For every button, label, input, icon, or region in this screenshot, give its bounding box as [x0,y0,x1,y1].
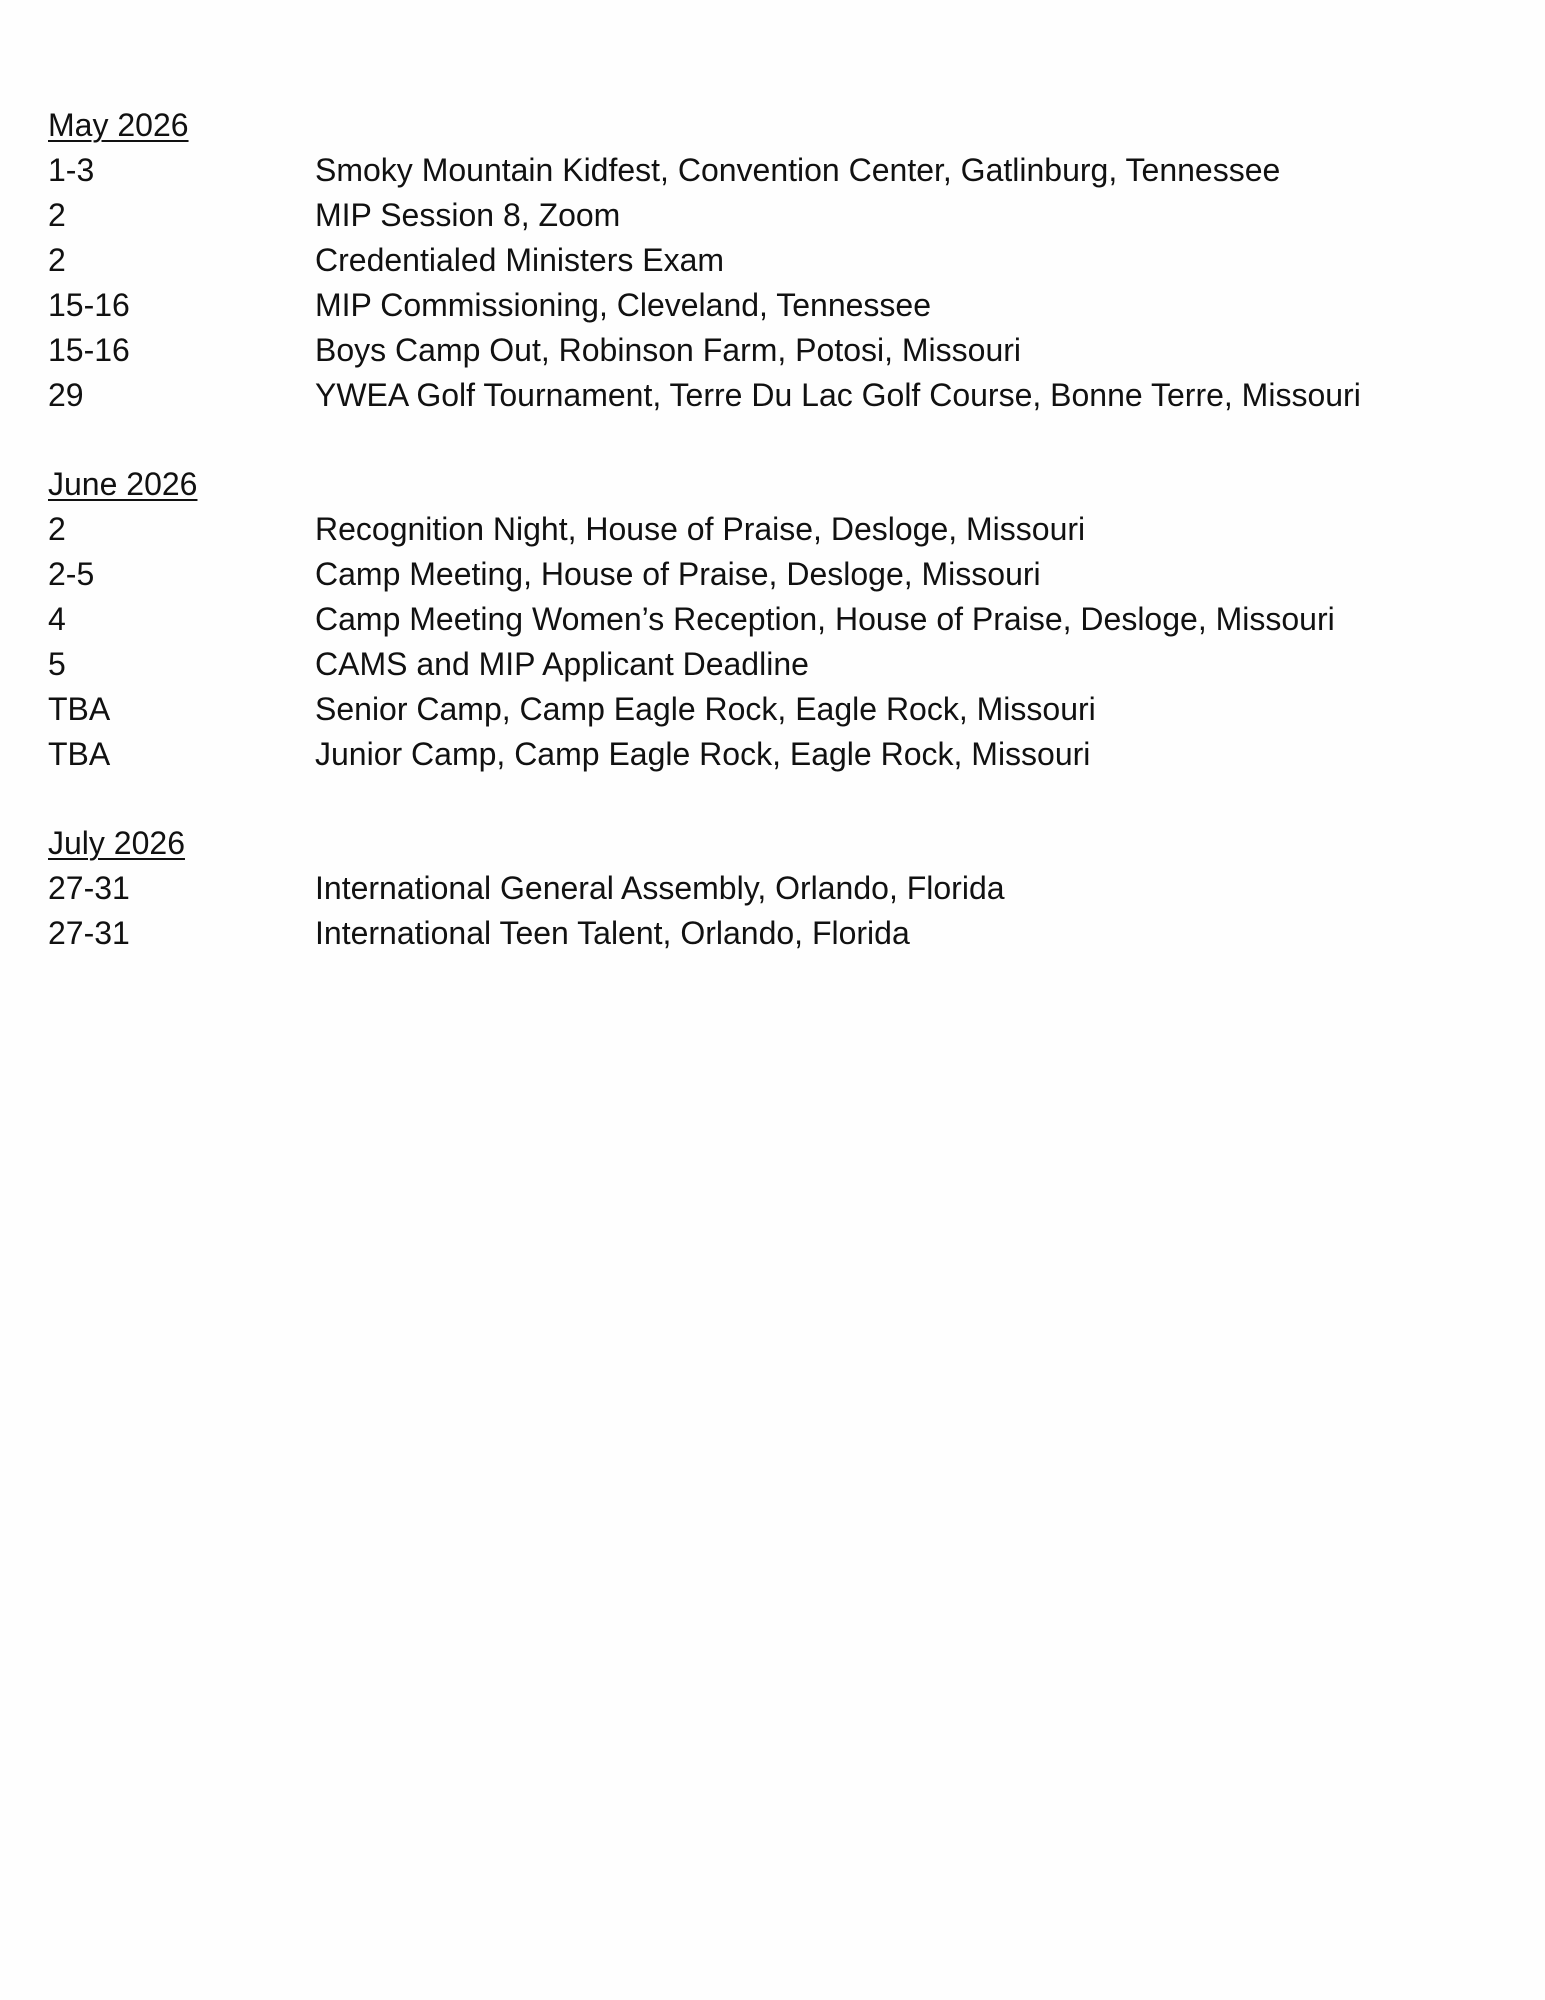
event-row [48,328,1545,373]
event-date: 15-16 [48,287,130,323]
event-date: 5 [48,646,66,682]
event-row [48,193,1545,238]
event-description: MIP Session 8, Zoom [315,197,621,233]
event-row [48,687,1545,732]
month-heading: July 2026 [48,825,185,861]
event-date: TBA [48,736,111,772]
month-section-june [48,462,1545,777]
event-date: 29 [48,377,84,413]
event-row [48,148,1545,193]
month-section-may [48,103,1545,418]
month-heading: June 2026 [48,466,198,502]
event-description: MIP Commissioning, Cleveland, Tennessee [315,287,932,323]
event-description: International General Assembly, Orlando, Florida [315,870,1005,906]
event-row [48,597,1545,642]
event-date: 1-3 [48,152,95,188]
event-row [48,507,1545,552]
event-description: Smoky Mountain Kidfest, Convention Center, Gatlinburg, Tennessee [315,152,1281,188]
event-description: Senior Camp, Camp Eagle Rock, Eagle Rock, Missouri [315,691,1096,727]
event-row [48,552,1545,597]
event-date: 2 [48,511,66,547]
month-heading: May 2026 [48,107,189,143]
event-row [48,283,1545,328]
event-description: Credentialed Ministers Exam [315,242,725,278]
month-section-july [48,821,1545,956]
event-row [48,238,1545,283]
event-description: Camp Meeting Women’s Reception, House of Praise, Desloge, Missouri [315,601,1335,637]
event-row [48,911,1545,956]
event-description: Camp Meeting, House of Praise, Desloge, Missouri [315,556,1041,592]
event-date: 15-16 [48,332,130,368]
event-row [48,732,1545,777]
event-description: Junior Camp, Camp Eagle Rock, Eagle Rock, Missouri [315,736,1091,772]
event-description: Recognition Night, House of Praise, Desloge, Missouri [315,511,1086,547]
event-date: 27-31 [48,915,130,951]
event-date: 2-5 [48,556,95,592]
event-description: YWEA Golf Tournament, Terre Du Lac Golf Course, Bonne Terre, Missouri [315,377,1361,413]
event-date: 2 [48,242,66,278]
event-row [48,866,1545,911]
event-date: 2 [48,197,66,233]
event-date: TBA [48,691,111,727]
event-description: International Teen Talent, Orlando, Florida [315,915,910,951]
event-date: 4 [48,601,66,637]
event-row [48,373,1545,418]
event-description: CAMS and MIP Applicant Deadline [315,646,809,682]
event-date: 27-31 [48,870,130,906]
event-row [48,642,1545,687]
event-description: Boys Camp Out, Robinson Farm, Potosi, Missouri [315,332,1022,368]
